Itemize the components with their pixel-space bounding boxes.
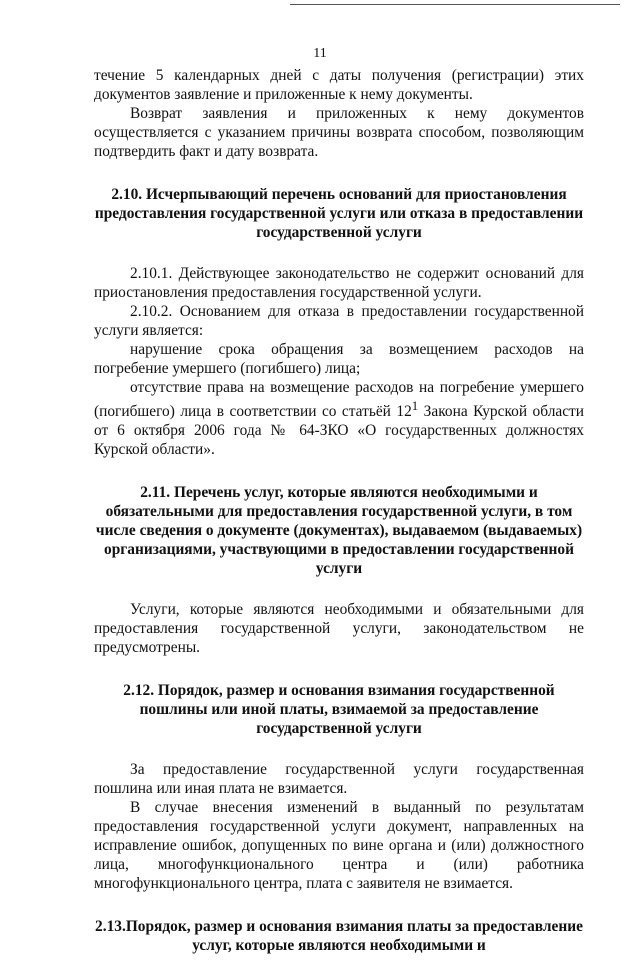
paragraph-2-10-no-right-start: отсутствие права на возмещение расходов на погребение умершего (погибшего) лица в соответствии со статьёй 12 bbox=[94, 379, 584, 421]
page-number: 11 bbox=[313, 46, 327, 61]
paragraph-intro-1: течение 5 календарных дней с даты получения (регистрации) этих документов заявление и приложенные к нему документы. bbox=[94, 67, 584, 103]
section-heading-2-11: 2.11. Перечень услуг, которые являются необходимыми и обязательными для предоставления государственной услуги, в том числе сведения о документе (документах), выдаваемом (выдаваемых) организациями, участвующими в предоставлении государственной услуги bbox=[95, 484, 583, 578]
paragraph-2-10-violation: нарушение срока обращения за возмещением расходов на погребение умершего (погибшего) лица; bbox=[94, 341, 584, 377]
section-heading-2-10: 2.10. Исчерпывающий перечень оснований для приостановления предоставления государственной услуги или отказа в предоставлении государственной услуги bbox=[94, 186, 584, 241]
paragraph-2-10-no-right bbox=[94, 378, 584, 459]
section-heading-2-12: 2.12. Порядок, размер и основания взимания государственной пошлины или иной платы, взимаемой за предоставление государственной услуги bbox=[123, 682, 555, 738]
paragraph-2-10-1: 2.10.1. Действующее законодательство не содержит оснований для приостановления предоставления государственной услуги. bbox=[94, 265, 584, 301]
article-superscript: 1 bbox=[411, 399, 419, 413]
paragraph-2-12-2: В случае внесения изменений в выданный по результатам предоставления государственной услуги документ, направленных на исправление ошибок, допущенных по вине органа и (или) должностного лица, многофункционального центра и (или) работника многофункционального центра, плата с заявителя не взимается. bbox=[94, 799, 584, 893]
paragraph-2-10-no-right-end: Закона Курской области от 6 октября 2006 года № 64-ЗКО «О государственных должностях Курской области». bbox=[94, 403, 584, 459]
paragraph-intro-2: Возврат заявления и приложенных к нему документов осуществляется с указанием причины возврата способом, позволяющим подтвердить факт и дату возврата. bbox=[94, 105, 584, 160]
paragraph-2-11-1: Услуги, которые являются необходимыми и обязательными для предоставления государственной услуги, законодательством не предусмотрены. bbox=[94, 601, 584, 657]
document-body bbox=[94, 66, 584, 977]
paragraph-2-12-1: За предоставление государственной услуги государственная пошлина или иная плата не взимается. bbox=[94, 761, 584, 798]
top-rule bbox=[290, 4, 620, 5]
section-heading-2-13: 2.13.Порядок, размер и основания взимания платы за предоставление услуг, которые являются необходимыми и bbox=[95, 918, 583, 955]
paragraph-2-10-2: 2.10.2. Основанием для отказа в предоставлении государственной услуги является: bbox=[94, 303, 584, 339]
